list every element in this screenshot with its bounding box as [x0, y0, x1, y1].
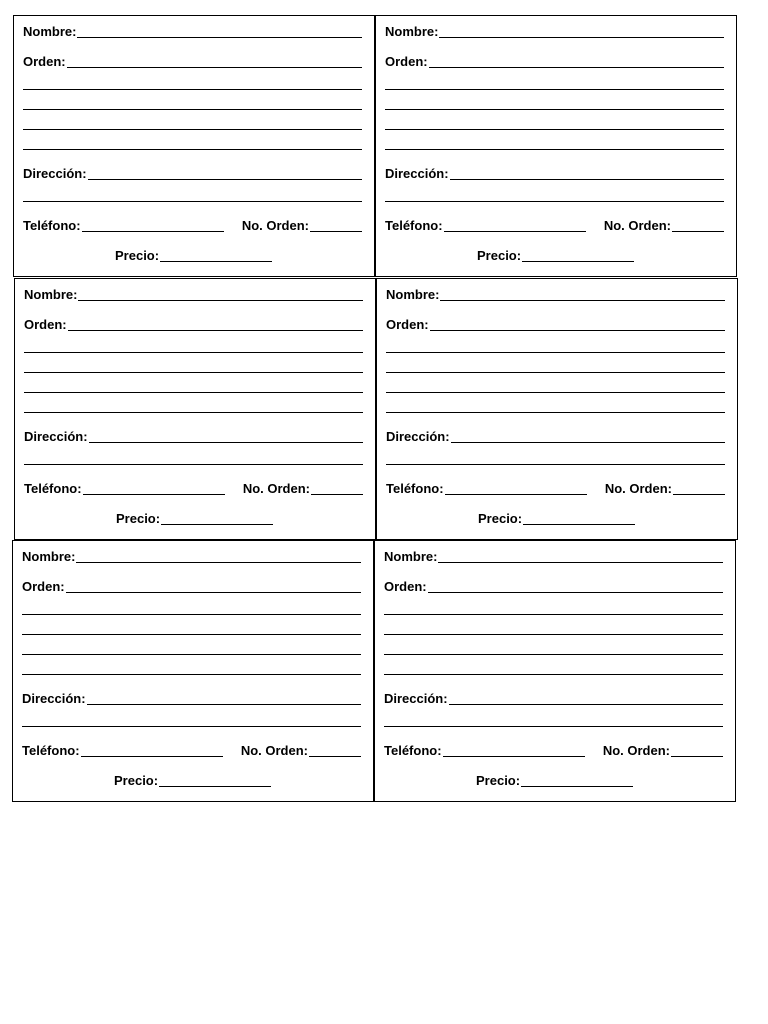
- name-row: [23, 24, 362, 40]
- price-label: Precio:: [116, 511, 161, 526]
- address-row: [385, 166, 724, 182]
- phone-row: [23, 218, 362, 234]
- order-line[interactable]: [384, 614, 723, 615]
- phone-label: Teléfono:: [385, 218, 443, 233]
- price-field[interactable]: [522, 249, 634, 262]
- price-row: [476, 773, 633, 789]
- name-label: Nombre:: [385, 24, 439, 39]
- phone-field[interactable]: [82, 219, 224, 232]
- address-row: [386, 429, 725, 445]
- order-form-card-3: [14, 278, 376, 540]
- order-line[interactable]: [385, 109, 724, 110]
- address-label: Dirección:: [24, 429, 88, 444]
- order-label: Orden:: [385, 54, 428, 69]
- phone-label: Teléfono:: [23, 218, 81, 233]
- order-number-label: No. Orden:: [604, 481, 672, 496]
- address-label: Dirección:: [384, 691, 448, 706]
- order-line[interactable]: [23, 129, 362, 130]
- price-label: Precio:: [115, 248, 160, 263]
- price-label: Precio:: [477, 248, 522, 263]
- order-form-card-6: [374, 540, 736, 802]
- order-row: [386, 317, 725, 333]
- phone-field[interactable]: [443, 744, 585, 757]
- address-row: [23, 166, 362, 182]
- order-row: [23, 54, 362, 70]
- order-line[interactable]: [22, 634, 361, 635]
- price-row: [478, 511, 635, 527]
- address-row: [384, 691, 723, 707]
- address-field[interactable]: [451, 430, 725, 443]
- address-line[interactable]: [22, 726, 361, 727]
- order-line[interactable]: [24, 352, 363, 353]
- order-number-field[interactable]: [310, 219, 362, 232]
- order-line[interactable]: [386, 352, 725, 353]
- address-field[interactable]: [87, 692, 361, 705]
- order-number-label: No. Orden:: [242, 481, 310, 496]
- price-field[interactable]: [159, 774, 271, 787]
- order-line[interactable]: [22, 654, 361, 655]
- address-line[interactable]: [24, 464, 363, 465]
- order-number-field[interactable]: [671, 744, 723, 757]
- order-form-card-1: [13, 15, 375, 277]
- name-label: Nombre:: [384, 549, 438, 564]
- order-line[interactable]: [385, 129, 724, 130]
- price-row: [115, 248, 272, 264]
- order-field[interactable]: [428, 580, 723, 593]
- order-form-card-5: [12, 540, 374, 802]
- order-line[interactable]: [386, 392, 725, 393]
- name-row: [384, 549, 723, 565]
- order-label: Orden:: [384, 579, 427, 594]
- order-line[interactable]: [385, 149, 724, 150]
- order-line[interactable]: [386, 412, 725, 413]
- address-row: [24, 429, 363, 445]
- name-field[interactable]: [77, 25, 362, 38]
- price-field[interactable]: [521, 774, 633, 787]
- order-field[interactable]: [66, 580, 361, 593]
- order-row: [22, 579, 361, 595]
- order-line[interactable]: [22, 674, 361, 675]
- phone-row: [24, 481, 363, 497]
- phone-label: Teléfono:: [384, 743, 442, 758]
- order-line[interactable]: [23, 149, 362, 150]
- address-field[interactable]: [89, 430, 363, 443]
- order-form-card-2: [375, 15, 737, 277]
- order-number-label: No. Orden:: [602, 743, 670, 758]
- order-line[interactable]: [24, 392, 363, 393]
- order-line[interactable]: [24, 412, 363, 413]
- order-row: [24, 317, 363, 333]
- address-row: [22, 691, 361, 707]
- price-label: Precio:: [478, 511, 523, 526]
- order-label: Orden:: [24, 317, 67, 332]
- order-label: Orden:: [386, 317, 429, 332]
- name-row: [22, 549, 361, 565]
- order-line[interactable]: [384, 634, 723, 635]
- name-field[interactable]: [76, 550, 361, 563]
- name-field[interactable]: [440, 288, 725, 301]
- price-label: Precio:: [476, 773, 521, 788]
- order-line[interactable]: [384, 654, 723, 655]
- phone-row: [385, 218, 724, 234]
- address-line[interactable]: [384, 726, 723, 727]
- address-line[interactable]: [385, 201, 724, 202]
- name-label: Nombre:: [23, 24, 77, 39]
- order-row: [384, 579, 723, 595]
- name-field[interactable]: [438, 550, 723, 563]
- name-field[interactable]: [439, 25, 724, 38]
- order-line[interactable]: [22, 614, 361, 615]
- order-number-field[interactable]: [672, 219, 724, 232]
- order-field[interactable]: [429, 55, 724, 68]
- phone-label: Teléfono:: [24, 481, 82, 496]
- name-field[interactable]: [78, 288, 363, 301]
- address-label: Dirección:: [23, 166, 87, 181]
- phone-field[interactable]: [445, 482, 587, 495]
- price-row: [116, 511, 273, 527]
- price-field[interactable]: [160, 249, 272, 262]
- address-label: Dirección:: [22, 691, 86, 706]
- phone-row: [22, 743, 361, 759]
- name-row: [24, 287, 363, 303]
- name-row: [385, 24, 724, 40]
- order-line[interactable]: [386, 372, 725, 373]
- address-label: Dirección:: [385, 166, 449, 181]
- order-number-field[interactable]: [673, 482, 725, 495]
- address-field[interactable]: [449, 692, 723, 705]
- order-form-card-4: [376, 278, 738, 540]
- order-row: [385, 54, 724, 70]
- order-field[interactable]: [430, 318, 725, 331]
- address-label: Dirección:: [386, 429, 450, 444]
- order-line[interactable]: [23, 89, 362, 90]
- name-label: Nombre:: [24, 287, 78, 302]
- order-label: Orden:: [23, 54, 66, 69]
- price-field[interactable]: [523, 512, 635, 525]
- phone-field[interactable]: [444, 219, 586, 232]
- order-number-field[interactable]: [309, 744, 361, 757]
- name-row: [386, 287, 725, 303]
- name-label: Nombre:: [386, 287, 440, 302]
- order-label: Orden:: [22, 579, 65, 594]
- phone-label: Teléfono:: [22, 743, 80, 758]
- order-line[interactable]: [23, 109, 362, 110]
- phone-field[interactable]: [83, 482, 225, 495]
- phone-label: Teléfono:: [386, 481, 444, 496]
- order-field[interactable]: [67, 55, 362, 68]
- name-label: Nombre:: [22, 549, 76, 564]
- order-number-field[interactable]: [311, 482, 363, 495]
- address-field[interactable]: [88, 167, 362, 180]
- order-line[interactable]: [24, 372, 363, 373]
- address-line[interactable]: [23, 201, 362, 202]
- order-field[interactable]: [68, 318, 363, 331]
- phone-row: [384, 743, 723, 759]
- order-number-label: No. Orden:: [603, 218, 671, 233]
- price-field[interactable]: [161, 512, 273, 525]
- phone-field[interactable]: [81, 744, 223, 757]
- address-line[interactable]: [386, 464, 725, 465]
- price-row: [477, 248, 634, 264]
- phone-row: [386, 481, 725, 497]
- order-line[interactable]: [384, 674, 723, 675]
- price-row: [114, 773, 271, 789]
- order-number-label: No. Orden:: [240, 743, 308, 758]
- address-field[interactable]: [450, 167, 724, 180]
- price-label: Precio:: [114, 773, 159, 788]
- order-number-label: No. Orden:: [241, 218, 309, 233]
- order-line[interactable]: [385, 89, 724, 90]
